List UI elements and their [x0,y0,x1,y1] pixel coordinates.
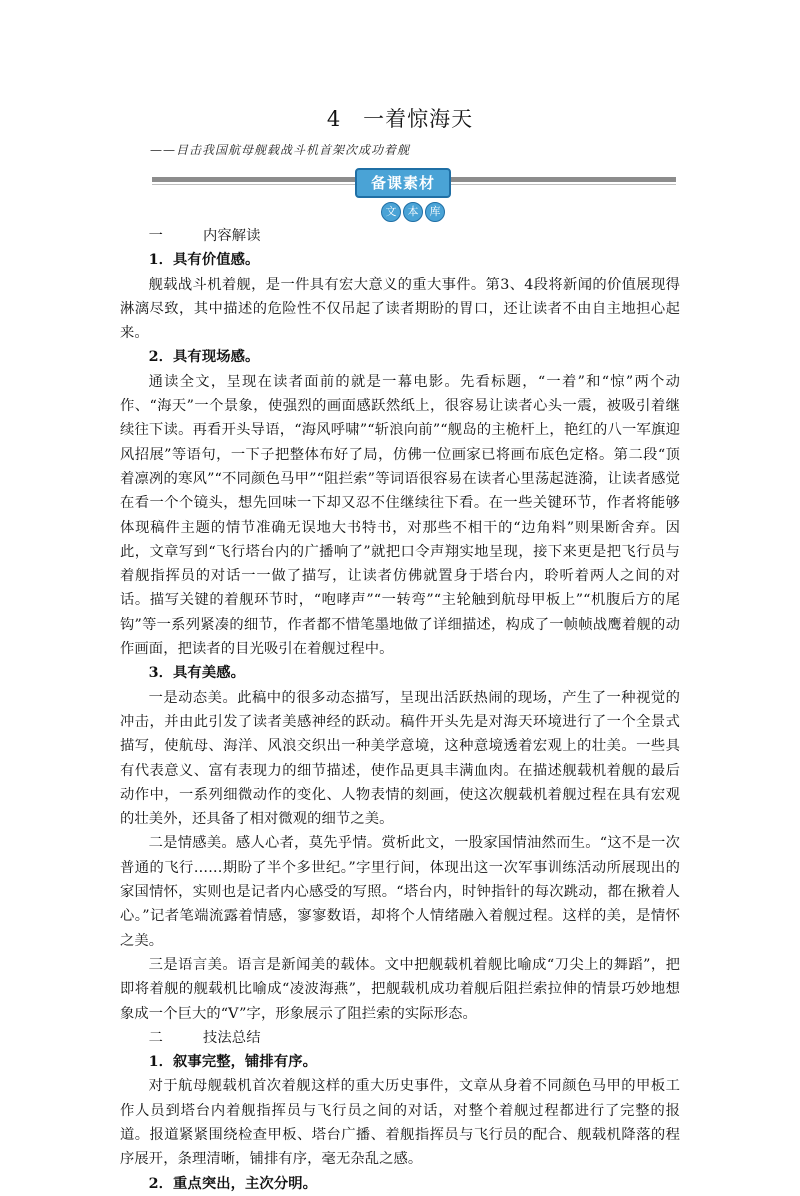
paragraph: 二是情感美。感人心者，莫先乎情。赏析此文，一股家国情油然而生。“这不是一次普通的飞行……期盼了半个多世纪。”字里行间，体现出这一次军事训练活动所展现出的家国情怀，实则也是记者内心感受的写照。“塔台内，时钟指针的每次跳动，都在揪着人心。”记者笔端流露着情感，寥寥数语，却将个人情绪融入着舰过程。这样的美，是情怀之美。 [120,835,680,949]
paragraph: 舰载战斗机着舰，是一件具有宏大意义的重大事件。第3、4段将新闻的价值展现得淋漓尽致，其中描述的危险性不仅吊起了读者期盼的胃口，还让读者不由自主地担心起来。 [120,276,680,342]
section-number: 二 [148,1029,163,1046]
paragraph: 三是语言美。语言是新闻美的载体。文中把舰载机着舰比喻成“刀尖上的舞蹈”，把即将着舰的舰载机比喻成“凌波海燕”，把舰载机成功着舰后阻拦索拉伸的情景巧妙地想象成一个巨大的“V”字，形象展示了阻拦索的实际形态。 [120,956,680,1022]
paragraph: 一是动态美。此稿中的很多动态描写，呈现出活跃热闹的现场，产生了一种视觉的冲击，并由此引发了读者美感神经的跃动。稿件开头先是对海天环境进行了一个全景式描写，使航母、海洋、风浪交织出一种美学意境，这种意境透着宏观上的壮美。一些具有代表意义、富有表现力的细节描述，使作品更具丰满血肉。在描述舰载机着舰的最后动作中，一系列细微动作的变化、人物表情的刻画，使这次舰载机着舰过程在具有宏观的壮美外，还具备了相对微观的细节之美。 [120,689,680,828]
item-heading: 3．具有美感。 [148,665,246,682]
section-heading [120,224,680,248]
section-label: 技法总结 [203,1029,261,1046]
item-heading: 2．具有现场感。 [148,349,260,366]
paragraph: 对于航母舰载机首次着舰这样的重大历史事件，文章从身着不同颜色马甲的甲板工作人员到塔台内着舰指挥员与飞行员之间的对话，对整个着舰过程都进行了完整的报道。报道紧紧围绕检查甲板、塔台广播、着舰指挥员与飞行员的配合、舰载机降落的程序展开，条理清晰，铺排有序，毫无杂乱之感。 [120,1078,680,1168]
item-heading: 1．具有价值感。 [148,252,260,269]
sub-badge-char: 本 [403,202,423,222]
paragraph: 通读全文，呈现在读者面前的就是一幕电影。先看标题，“一着”和“惊”两个动作、“海天”一个景象，使强烈的画面感跃然纸上，很容易让读者心头一震，被吸引着继续往下读。再看开头导语，“海风呼啸”“斩浪向前”“舰岛的主桅杆上，艳红的八一军旗迎风招展”等语句，一下子把整体布好了局，仿佛一位画家已将画布底色定格。第二段“顶着凛冽的寒风”“不同颜色马甲”“阻拦索”等词语很容易在读者心里荡起涟漪，让读者感觉在看一个个镜头，想先回味一下却又忍不住继续往下看。在一些关键环节，作者将能够体现稿件主题的情节准确无误地大书特书，对那些不相干的“边角料”则果断舍弃。因此，文章写到“飞行塔台内的广播响了”就把口令声翔实地呈现，接下来更是把飞行员与着舰指挥员的对话一一做了描写，让读者仿佛就置身于塔台内，聆听着两人之间的对话。描写关键的着舰环节时，“咆哮声”“一转弯”“主轮触到航母甲板上”“机腹后方的尾钩”等一系列紧凑的细节，作者都不惜笔墨地做了详细描述，构成了一帧帧战鹰着舰的动作画面，把读者的目光吸引在着舰过程中。 [120,373,680,658]
sub-badge [381,202,445,222]
section-heading [120,1026,680,1050]
article-body [120,224,680,1196]
section-label: 内容解读 [203,228,261,244]
item-heading: 1．叙事完整，铺排有序。 [148,1054,318,1071]
sub-badge-char: 文 [381,202,401,222]
page-subtitle: ——目击我国航母舰载战斗机首架次成功着舰 [150,143,411,157]
page-title: 4 一着惊海天 [326,107,474,131]
sub-badge-char: 库 [425,202,445,222]
section-number: 一 [148,228,163,244]
section-badge: 备课素材 [355,168,451,198]
item-heading: 2．重点突出，主次分明。 [148,1175,318,1192]
